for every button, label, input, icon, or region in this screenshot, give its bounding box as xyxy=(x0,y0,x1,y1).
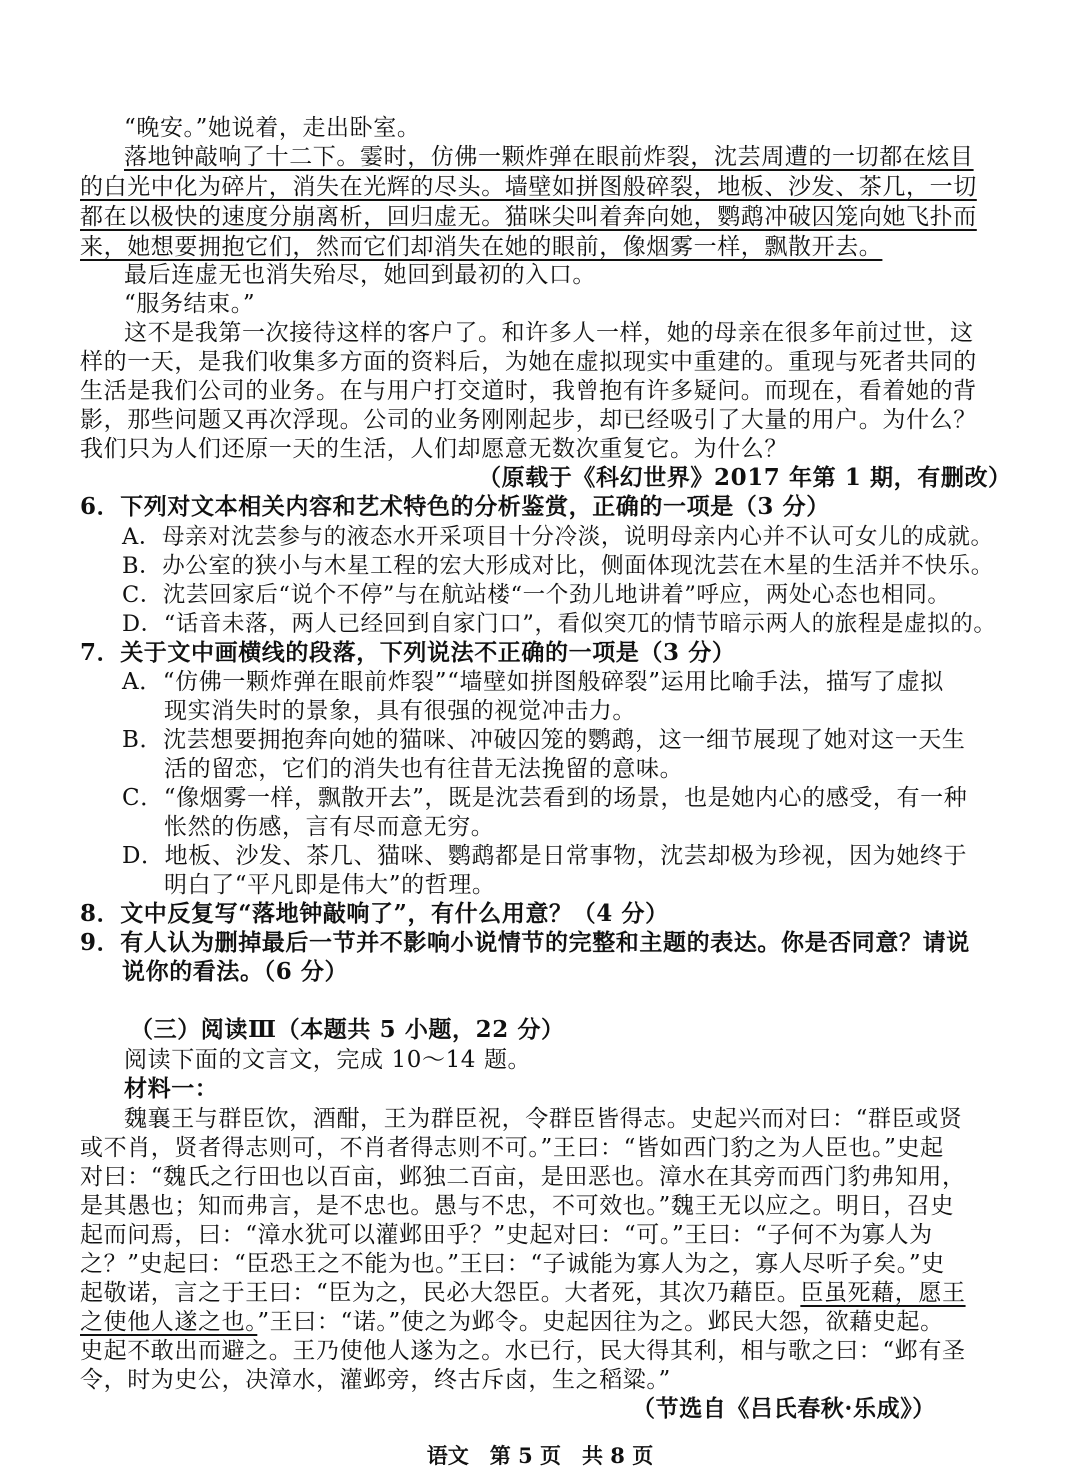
story-paragraph-narrator-line-4: 影，那些问题又再次浮现。公司的业务刚刚起步，却已经吸引了大量的用户。为什么？ xyxy=(80,407,977,433)
question-6-option-b: B．办公室的狭小与木星工程的宏大形成对比，侧面体现沈芸在木星的生活并不快乐。 xyxy=(122,553,994,579)
story-paragraph-narrator-line-5: 我们只为人们还原一天的生活，人们却愿意无数次重复它。为什么？ xyxy=(80,436,788,462)
underlined-passage-line-2: 的白光中化为碎片，消失在光辉的尽头。墙壁如拼图般碎裂，地板、沙发、茶几，一切 xyxy=(80,174,977,200)
story-paragraph-narrator-line-1: 这不是我第一次接待这样的客户了。和许多人一样，她的母亲在很多年前过世，这 xyxy=(124,320,974,346)
question-6-option-a: A．母亲对沈芸参与的液态水开采项目十分冷淡，说明母亲内心并不认可女儿的成就。 xyxy=(122,524,994,550)
question-7-option-d-line-2: 明白了“平凡即是伟大”的哲理。 xyxy=(164,872,496,898)
section-3-instruction: 阅读下面的文言文，完成 10～14 题。 xyxy=(124,1047,532,1073)
question-7-stem: 7．关于文中画横线的段落，下列说法不正确的一项是（3 分） xyxy=(80,639,736,666)
question-7-option-c-line-1: C．“像烟雾一样，飘散开去”，既是沈芸看到的场景，也是她内心的感受，有一种 xyxy=(122,785,968,811)
classical-text-line-7 xyxy=(80,1278,966,1308)
underlined-passage-line-1: 落地钟敲响了十二下。霎时，仿佛一颗炸弹在眼前炸裂，沈芸周遭的一切都在炫目 xyxy=(124,144,974,170)
page-footer: 语文 第 5 页 共 8 页 xyxy=(426,1443,654,1468)
question-8: 8．文中反复写“落地钟敲响了”，有什么用意？（4 分） xyxy=(80,900,669,927)
story-paragraph-void: 最后连虚无也消失殆尽，她回到最初的入口。 xyxy=(124,262,596,288)
underlined-passage-line-3: 都在以极快的速度分崩离析，回归虚无。猫咪尖叫着奔向她，鹦鹉冲破囚笼向她飞扑而 xyxy=(80,204,977,230)
classical-text-line-6: 之？”史起曰：“臣恐王之不能为也。”王曰：“子诚能为寡人为之，寡人尽听子矣。”史 xyxy=(80,1251,945,1277)
question-9-line-1: 9．有人认为删掉最后一节并不影响小说情节的完整和主题的表达。你是否同意？请说 xyxy=(80,929,970,956)
question-7-option-a-line-2: 现实消失时的景象，具有很强的视觉冲击力。 xyxy=(164,698,636,724)
classical-text-line-3: 对曰：“魏氏之行田也以百亩，邺独二百亩，是田恶也。漳水在其旁而西门豹弗知用， xyxy=(80,1164,966,1190)
story-paragraph-service-end: “服务结束。” xyxy=(124,291,256,317)
classical-text-line-1: 魏襄王与群臣饮，酒酣，王为群臣祝，令群臣皆得志。史起兴而对曰：“群臣或贤 xyxy=(124,1106,963,1132)
question-7-option-d-line-1: D．地板、沙发、茶几、猫咪、鹦鹉都是日常事物，沈芸却极为珍视，因为她终于 xyxy=(122,843,968,869)
story-paragraph-narrator-line-3: 生活是我们公司的业务。在与用户打交道时，我曾抱有许多疑问。而现在，看着她的背 xyxy=(80,378,977,404)
classical-text-line-5: 起而问焉，曰：“漳水犹可以灌邺田乎？”史起对曰：“可。”王曰：“子何不为寡人为 xyxy=(80,1222,933,1248)
question-7-option-b-line-2: 活的留恋，它们的消失也有往昔无法挽留的意味。 xyxy=(164,756,684,782)
material-one-label: 材料一： xyxy=(124,1075,219,1102)
story-source-citation: （原载于《科幻世界》2017 年第 1 期，有删改） xyxy=(478,464,1012,491)
classical-text-line-8 xyxy=(80,1307,944,1337)
classical-text-line-2: 或不肖，贤者得志则可，不肖者得志则不可。”王曰：“皆如西门豹之为人臣也。”史起 xyxy=(80,1135,944,1161)
question-6-stem: 6．下列对文本相关内容和艺术特色的分析鉴赏，正确的一项是（3 分） xyxy=(80,493,830,520)
section-3-heading: （三）阅读Ⅲ（本题共 5 小题，22 分） xyxy=(130,1016,565,1043)
question-7-option-b-line-1: B．沈芸想要拥抱奔向她的猫咪、冲破囚笼的鹦鹉，这一细节展现了她对这一天生 xyxy=(122,727,966,753)
classical-text-line-7-plain: 起敬诺，言之于王曰：“臣为之，民必大怨臣。大者死，其次乃藉臣。 xyxy=(80,1280,801,1306)
question-7-option-a-line-1: A．“仿佛一颗炸弹在眼前炸裂”“墙壁如拼图般碎裂”运用比喻手法，描写了虚拟 xyxy=(122,669,944,695)
classical-text-line-4: 是其愚也；知而弗言，是不忠也。愚与不忠，不可效也。”魏王无以应之。明日，召史 xyxy=(80,1193,955,1219)
classical-text-underlined-part-1: 臣虽死藉，愿王 xyxy=(800,1280,966,1306)
question-6-option-d: D．“话音未落，两人已经回到自家门口”，看似突兀的情节暗示两人的旅程是虚拟的。 xyxy=(122,611,997,637)
classical-text-underlined-part-2: 之使他人遂之也。 xyxy=(80,1309,258,1335)
classical-text-line-10: 令，时为史公，决漳水，灌邺旁，终古斥卤，生之稻粱。” xyxy=(80,1367,671,1393)
story-paragraph-narrator-line-2: 样的一天，是我们收集多方面的资料后，为她在虚拟现实中重建的。重现与死者共同的 xyxy=(80,349,977,375)
classical-text-line-8-plain: ”王曰：“诺。”使之为邺令。史起因往为之。邺民大怨，欲藉史起。 xyxy=(257,1309,944,1335)
story-paragraph-goodnight: “晚安。”她说着，走出卧室。 xyxy=(124,115,421,141)
question-9-line-2: 说你的看法。（6 分） xyxy=(122,958,349,985)
underlined-passage-line-4: 来，她想要拥抱它们，然而它们却消失在她的眼前，像烟雾一样，飘散开去。 xyxy=(80,234,883,260)
question-7-option-c-line-2: 怅然的伤感，言有尽而意无穷。 xyxy=(164,814,495,840)
classical-text-source: （节选自《吕氏春秋·乐成》） xyxy=(632,1395,936,1422)
question-6-option-c: C．沈芸回家后“说个不停”与在航站楼“一个劲儿地讲着”呼应，两处心态也相同。 xyxy=(122,582,951,608)
classical-text-line-9: 史起不敢出而避之。王乃使他人遂为之。水已行，民大得其利，相与歌之曰：“邺有圣 xyxy=(80,1338,966,1364)
